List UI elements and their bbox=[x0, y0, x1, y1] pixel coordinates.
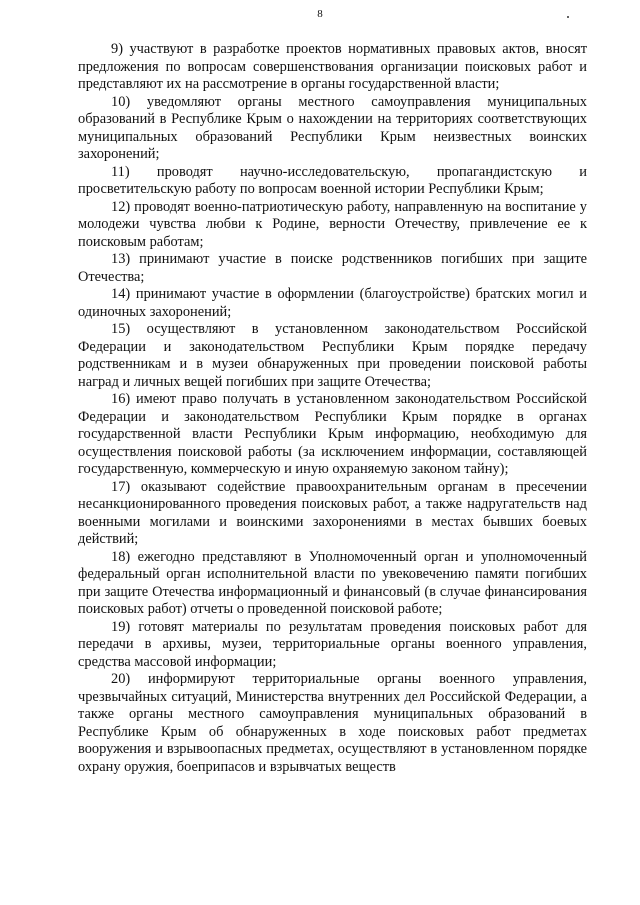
list-item-12: 12) проводят военно-патриотическую работу, направленную на воспитание у молодежи чувства любви к Родине, верности Отечеству, привлечение ее к поисковым работам; bbox=[78, 198, 587, 250]
list-item-13: 13) принимают участие в поиске родственников погибших при защите Отечества; bbox=[78, 251, 587, 285]
list-item-9: 9) участвуют в разработке проектов нормативных правовых актов, вносят предложения по вопросам совершенствования организации поисковых работ и представляют их на рассмотрение в органы государственной власти; bbox=[78, 41, 587, 92]
list-item-10: 10) уведомляют органы местного самоуправления муниципальных образований в Республике Крым о нахождении на территориях соответствующих муниципальных образований Республики Крым неизвестных воинских захоронений; bbox=[78, 93, 587, 162]
list-item-16: 16) имеют право получать в установленном законодательством Российской Федерации и законодательством Республики Крым порядке в органах государственной власти Республики Крым информацию, необходимую для осуществления поисковой работы (за исключением информации, составляющей государственную, коммерческую и иную охраняемую законом тайну); bbox=[78, 391, 587, 477]
list-item-17: 17) оказывают содействие правоохранительным органам в пресечении несанкционированного проведения поисковых работ, а также надругательств над военными могилами и воинскими захоронениями в местах бывших боевых действий; bbox=[78, 478, 587, 547]
list-item-11: 11) проводят научно-исследовательскую, пропагандистскую и просветительскую работу по вопросам военной истории Республики Крым; bbox=[78, 163, 587, 197]
document-body bbox=[78, 41, 587, 776]
page-number: 8 bbox=[317, 8, 323, 20]
list-item-18: 18) ежегодно представляют в Уполномоченный орган и уполномоченный федеральный орган исполнительной власти по увековечению памяти погибших при защите Отечества информационный и финансовый (в случае финансирования поисковых работ) отчеты о проведенной поисковой работе; bbox=[78, 548, 587, 617]
list-item-19: 19) готовят материалы по результатам проведения поисковых работ для передачи в архивы, музеи, территориальные органы военного управления, средства массовой информации; bbox=[78, 618, 587, 670]
list-item-15: 15) осуществляют в установленном законодательством Российской Федерации и законодательством Республики Крым порядке передачу родственникам и в музеи обнаруженных при проведении поисковой работы наград и личных вещей погибших при защите Отечества; bbox=[78, 321, 587, 390]
list-item-14: 14) принимают участие в оформлении (благоустройстве) братских могил и одиночных захоронений; bbox=[78, 286, 587, 320]
scan-mark bbox=[567, 16, 569, 18]
list-item-20: 20) информируют территориальные органы военного управления, чрезвычайных ситуаций, Министерства внутренних дел Российской Федерации, а также органы местного самоуправления муниципальных образований в Республике Крым об обнаруженных в ходе поисковых работ предметах вооружения и взрывоопасных предметах, осуществляют в установленном порядке охрану оружия, боеприпасов и взрывчатых веществ bbox=[78, 671, 587, 775]
